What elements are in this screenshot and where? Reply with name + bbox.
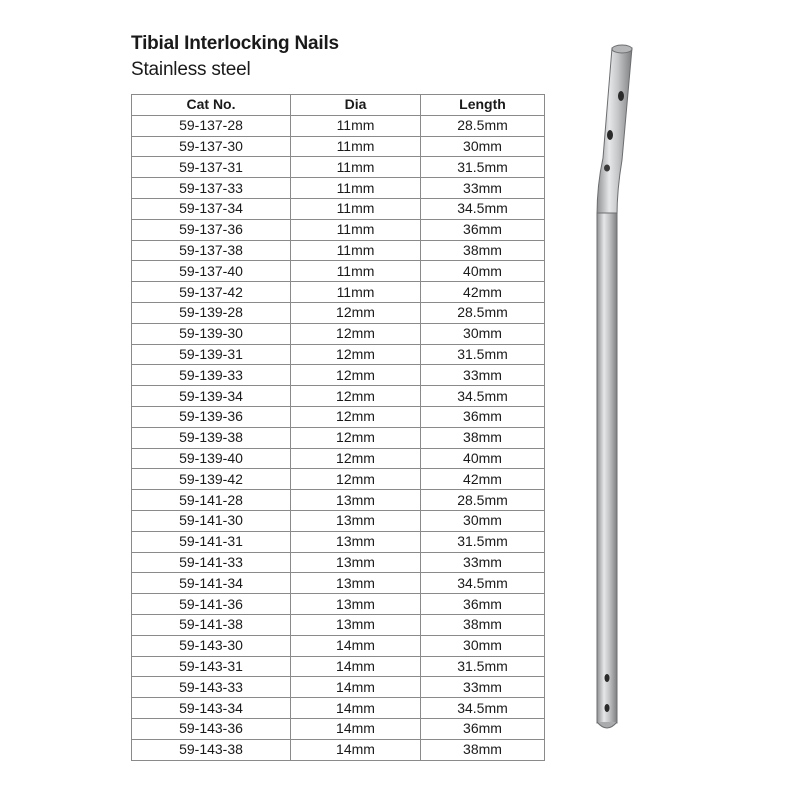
length-cell: 30mm xyxy=(421,510,545,531)
length-cell: 36mm xyxy=(421,718,545,739)
table-row xyxy=(132,261,545,282)
dia-cell: 11mm xyxy=(291,198,421,219)
length-cell: 34.5mm xyxy=(421,386,545,407)
cat-no-cell: 59-143-38 xyxy=(132,739,291,760)
cat-no-cell: 59-141-34 xyxy=(132,573,291,594)
length-cell: 33mm xyxy=(421,365,545,386)
table-row xyxy=(132,302,545,323)
table-body xyxy=(132,115,545,760)
table-row xyxy=(132,198,545,219)
dia-cell: 12mm xyxy=(291,427,421,448)
length-cell: 28.5mm xyxy=(421,302,545,323)
cat-no-cell: 59-137-40 xyxy=(132,261,291,282)
dia-cell: 11mm xyxy=(291,115,421,136)
dia-cell: 12mm xyxy=(291,302,421,323)
table-row xyxy=(132,531,545,552)
cat-no-cell: 59-141-36 xyxy=(132,594,291,615)
table-row xyxy=(132,677,545,698)
table-row xyxy=(132,594,545,615)
locking-hole-icon xyxy=(618,91,624,101)
length-cell: 33mm xyxy=(421,677,545,698)
table-header-row xyxy=(132,95,545,116)
page-title: Tibial Interlocking Nails xyxy=(131,33,339,54)
cat-no-cell: 59-139-30 xyxy=(132,323,291,344)
table-row xyxy=(132,490,545,511)
length-cell: 31.5mm xyxy=(421,531,545,552)
cat-no-cell: 59-137-33 xyxy=(132,178,291,199)
cat-no-cell: 59-141-28 xyxy=(132,490,291,511)
table-row xyxy=(132,344,545,365)
cat-no-cell: 59-141-30 xyxy=(132,510,291,531)
length-cell: 34.5mm xyxy=(421,698,545,719)
table-row xyxy=(132,698,545,719)
length-cell: 28.5mm xyxy=(421,115,545,136)
table-row xyxy=(132,448,545,469)
table-row xyxy=(132,157,545,178)
table-row xyxy=(132,282,545,303)
column-header-length: Length xyxy=(421,95,545,116)
length-cell: 38mm xyxy=(421,427,545,448)
cat-no-cell: 59-137-34 xyxy=(132,198,291,219)
cat-no-cell: 59-143-34 xyxy=(132,698,291,719)
dia-cell: 11mm xyxy=(291,261,421,282)
cat-no-cell: 59-137-31 xyxy=(132,157,291,178)
length-cell: 38mm xyxy=(421,240,545,261)
tibial-nail-icon xyxy=(560,40,640,740)
cat-no-cell: 59-141-38 xyxy=(132,614,291,635)
dia-cell: 14mm xyxy=(291,635,421,656)
cat-no-cell: 59-137-28 xyxy=(132,115,291,136)
column-header-dia: Dia xyxy=(291,95,421,116)
table-row xyxy=(132,323,545,344)
dia-cell: 12mm xyxy=(291,323,421,344)
cat-no-cell: 59-137-38 xyxy=(132,240,291,261)
table-row xyxy=(132,573,545,594)
dia-cell: 13mm xyxy=(291,573,421,594)
cat-no-cell: 59-141-31 xyxy=(132,531,291,552)
dia-cell: 11mm xyxy=(291,157,421,178)
table-row xyxy=(132,718,545,739)
locking-hole-icon xyxy=(607,130,613,140)
table-row xyxy=(132,365,545,386)
dia-cell: 11mm xyxy=(291,178,421,199)
cat-no-cell: 59-139-31 xyxy=(132,344,291,365)
cat-no-cell: 59-143-30 xyxy=(132,635,291,656)
dia-cell: 14mm xyxy=(291,656,421,677)
dia-cell: 13mm xyxy=(291,510,421,531)
dia-cell: 13mm xyxy=(291,552,421,573)
cat-no-cell: 59-143-33 xyxy=(132,677,291,698)
dia-cell: 11mm xyxy=(291,136,421,157)
page-subtitle: Stainless steel xyxy=(131,59,251,80)
cat-no-cell: 59-137-42 xyxy=(132,282,291,303)
table-row xyxy=(132,136,545,157)
cat-no-cell: 59-139-38 xyxy=(132,427,291,448)
length-cell: 28.5mm xyxy=(421,490,545,511)
table-row xyxy=(132,552,545,573)
table-row xyxy=(132,427,545,448)
cat-no-cell: 59-137-36 xyxy=(132,219,291,240)
dia-cell: 12mm xyxy=(291,386,421,407)
cat-no-cell: 59-141-33 xyxy=(132,552,291,573)
locking-hole-icon xyxy=(605,704,610,712)
table-row xyxy=(132,614,545,635)
length-cell: 38mm xyxy=(421,739,545,760)
cat-no-cell: 59-139-28 xyxy=(132,302,291,323)
dia-cell: 11mm xyxy=(291,240,421,261)
length-cell: 34.5mm xyxy=(421,198,545,219)
cat-no-cell: 59-139-42 xyxy=(132,469,291,490)
cat-no-cell: 59-139-36 xyxy=(132,406,291,427)
dia-cell: 12mm xyxy=(291,448,421,469)
table-row xyxy=(132,635,545,656)
dia-cell: 13mm xyxy=(291,490,421,511)
dia-cell: 14mm xyxy=(291,739,421,760)
table-row xyxy=(132,115,545,136)
length-cell: 40mm xyxy=(421,448,545,469)
length-cell: 33mm xyxy=(421,552,545,573)
table-row xyxy=(132,240,545,261)
dia-cell: 12mm xyxy=(291,406,421,427)
length-cell: 34.5mm xyxy=(421,573,545,594)
dia-cell: 14mm xyxy=(291,718,421,739)
length-cell: 36mm xyxy=(421,219,545,240)
length-cell: 40mm xyxy=(421,261,545,282)
length-cell: 30mm xyxy=(421,136,545,157)
table-row xyxy=(132,219,545,240)
cat-no-cell: 59-143-36 xyxy=(132,718,291,739)
length-cell: 36mm xyxy=(421,594,545,615)
table-row xyxy=(132,178,545,199)
dia-cell: 12mm xyxy=(291,344,421,365)
catalog-table xyxy=(131,94,545,761)
length-cell: 30mm xyxy=(421,323,545,344)
length-cell: 31.5mm xyxy=(421,157,545,178)
table-row xyxy=(132,386,545,407)
column-header-cat-no: Cat No. xyxy=(132,95,291,116)
dia-cell: 13mm xyxy=(291,614,421,635)
dia-cell: 13mm xyxy=(291,594,421,615)
dia-cell: 13mm xyxy=(291,531,421,552)
dia-cell: 11mm xyxy=(291,219,421,240)
cat-no-cell: 59-139-33 xyxy=(132,365,291,386)
table-row xyxy=(132,656,545,677)
locking-hole-icon xyxy=(604,165,610,172)
table-row xyxy=(132,510,545,531)
cat-no-cell: 59-143-31 xyxy=(132,656,291,677)
length-cell: 30mm xyxy=(421,635,545,656)
dia-cell: 11mm xyxy=(291,282,421,303)
length-cell: 33mm xyxy=(421,178,545,199)
dia-cell: 14mm xyxy=(291,677,421,698)
length-cell: 42mm xyxy=(421,282,545,303)
dia-cell: 12mm xyxy=(291,365,421,386)
length-cell: 38mm xyxy=(421,614,545,635)
table-row xyxy=(132,469,545,490)
length-cell: 42mm xyxy=(421,469,545,490)
length-cell: 31.5mm xyxy=(421,656,545,677)
cat-no-cell: 59-137-30 xyxy=(132,136,291,157)
length-cell: 31.5mm xyxy=(421,344,545,365)
table-row xyxy=(132,739,545,760)
table-row xyxy=(132,406,545,427)
locking-hole-icon xyxy=(605,674,610,682)
dia-cell: 14mm xyxy=(291,698,421,719)
cat-no-cell: 59-139-40 xyxy=(132,448,291,469)
cat-no-cell: 59-139-34 xyxy=(132,386,291,407)
dia-cell: 12mm xyxy=(291,469,421,490)
length-cell: 36mm xyxy=(421,406,545,427)
